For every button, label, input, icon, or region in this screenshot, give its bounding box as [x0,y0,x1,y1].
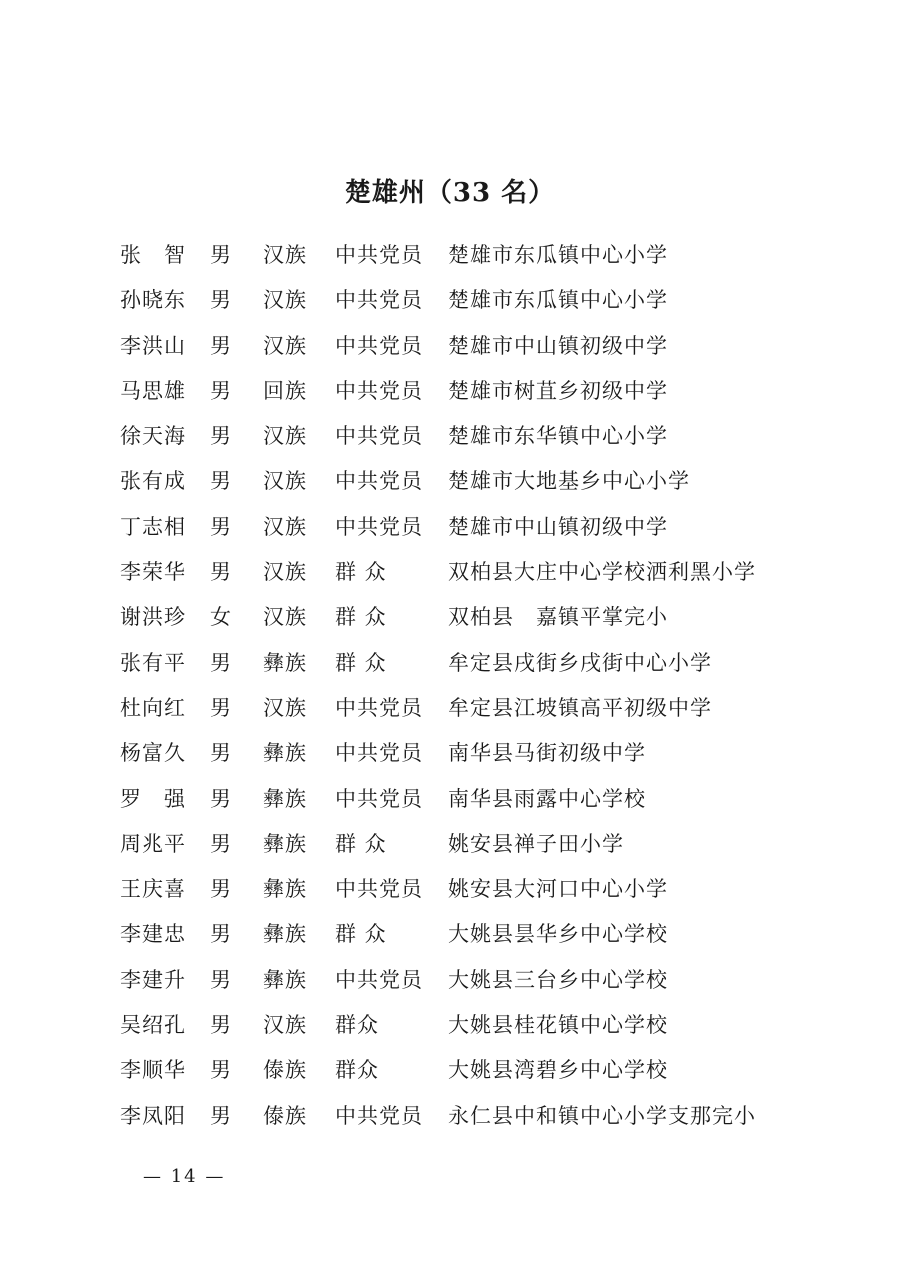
person-ethnicity: 傣族 [263,1103,307,1128]
person-gender: 女 [210,605,231,630]
person-political-status: 中共党员 [335,514,423,539]
person-school: 楚雄市东瓜镇中心小学 [448,288,668,313]
person-ethnicity: 彝族 [263,967,307,992]
roster-row [120,731,820,776]
person-political-status: 中共党员 [335,469,423,494]
person-gender: 男 [210,1103,231,1128]
person-political-status: 群众 [335,1058,379,1083]
person-gender: 男 [210,560,231,585]
person-political-status: 中共党员 [335,786,423,811]
person-school: 姚安县大河口中心小学 [448,877,668,902]
person-school: 南华县马街初级中学 [448,741,646,766]
person-gender: 男 [210,786,231,811]
person-gender: 男 [210,333,231,358]
person-political-status: 中共党员 [335,877,423,902]
roster-row [120,369,820,414]
roster-row [120,595,820,640]
person-name: 马思雄 [120,378,186,403]
person-political-status: 中共党员 [335,378,423,403]
person-name: 周兆平 [120,831,186,856]
roster-row [120,1003,820,1048]
person-ethnicity: 汉族 [263,333,307,358]
person-ethnicity: 汉族 [263,469,307,494]
person-gender: 男 [210,877,231,902]
person-school: 南华县雨露中心学校 [448,786,646,811]
roster-row [120,505,820,550]
person-gender: 男 [210,922,231,947]
person-ethnicity: 汉族 [263,514,307,539]
person-name: 王庆喜 [120,877,186,902]
person-political-status: 中共党员 [335,288,423,313]
person-name: 李荣华 [120,560,186,585]
page-title: 楚雄州（33 名） [344,178,556,208]
person-ethnicity: 彝族 [263,922,307,947]
roster-row [120,822,820,867]
person-school: 楚雄市东华镇中心小学 [448,424,668,449]
person-school: 楚雄市大地基乡中心小学 [448,469,690,494]
person-gender: 男 [210,243,231,267]
person-school: 牟定县戌街乡戌街中心小学 [448,650,712,675]
person-political-status: 群众 [335,1013,379,1038]
person-political-status: 群 众 [335,650,387,675]
person-ethnicity: 汉族 [263,1013,307,1038]
person-political-status: 群 众 [335,560,387,585]
roster-row [120,641,820,686]
person-school: 大姚县湾碧乡中心学校 [448,1058,668,1083]
person-gender: 男 [210,469,231,494]
person-political-status: 中共党员 [335,424,423,449]
person-gender: 男 [210,967,231,992]
person-political-status: 中共党员 [335,967,423,992]
person-school: 姚安县禅子田小学 [448,831,624,856]
person-ethnicity: 傣族 [263,1058,307,1083]
person-ethnicity: 汉族 [263,424,307,449]
roster-row [120,414,820,459]
person-gender: 男 [210,1013,231,1038]
person-name: 李洪山 [120,333,186,358]
person-school: 牟定县江坡镇高平初级中学 [448,695,712,720]
person-name: 罗 强 [120,786,186,811]
person-name: 李建忠 [120,922,186,947]
person-name: 张有平 [120,650,186,675]
person-ethnicity: 彝族 [263,786,307,811]
person-gender: 男 [210,650,231,675]
roster-row [120,459,820,504]
person-ethnicity: 彝族 [263,741,307,766]
person-school: 大姚县昙华乡中心学校 [448,922,668,947]
page-number: — 14 — [143,1166,226,1187]
person-gender: 男 [210,741,231,766]
roster-row [120,1094,820,1139]
person-school: 楚雄市中山镇初级中学 [448,514,668,539]
person-school: 双柏县大庄中心学校洒利黑小学 [448,560,756,585]
person-name: 丁志相 [120,514,186,539]
person-school: 大姚县三台乡中心学校 [448,967,668,992]
person-political-status: 群 众 [335,605,387,630]
person-ethnicity: 汉族 [263,605,307,630]
person-name: 李建升 [120,967,186,992]
person-name: 杨富久 [120,741,186,766]
person-ethnicity: 汉族 [263,243,307,267]
person-ethnicity: 汉族 [263,560,307,585]
person-political-status: 群 众 [335,831,387,856]
person-gender: 男 [210,288,231,313]
person-name: 徐天海 [120,424,186,449]
roster-row [120,867,820,912]
person-political-status: 群 众 [335,922,387,947]
person-gender: 男 [210,831,231,856]
person-gender: 男 [210,424,231,449]
person-ethnicity: 回族 [263,378,307,403]
person-gender: 男 [210,378,231,403]
person-name: 张有成 [120,469,186,494]
person-political-status: 中共党员 [335,1103,423,1128]
person-ethnicity: 彝族 [263,650,307,675]
person-political-status: 中共党员 [335,333,423,358]
person-name: 谢洪珍 [120,605,186,630]
person-ethnicity: 彝族 [263,877,307,902]
roster-list [120,233,820,1139]
person-name: 吴绍孔 [120,1013,186,1038]
person-gender: 男 [210,514,231,539]
roster-row [120,550,820,595]
person-ethnicity: 汉族 [263,695,307,720]
person-name: 李凤阳 [120,1103,186,1128]
person-school: 永仁县中和镇中心小学支那完小 [448,1103,756,1128]
person-school: 楚雄市中山镇初级中学 [448,333,668,358]
person-school: 双柏县 嘉镇平掌完小 [448,605,668,630]
person-school: 楚雄市东瓜镇中心小学 [448,243,668,267]
roster-row [120,777,820,822]
person-name: 李顺华 [120,1058,186,1083]
person-political-status: 中共党员 [335,741,423,766]
roster-row [120,912,820,957]
person-ethnicity: 彝族 [263,831,307,856]
person-name: 杜向红 [120,695,186,720]
person-school: 楚雄市树苴乡初级中学 [448,378,668,403]
roster-row [120,1048,820,1093]
person-name: 孙晓东 [120,288,186,313]
roster-row [120,278,820,323]
person-gender: 男 [210,695,231,720]
person-political-status: 中共党员 [335,695,423,720]
roster-row [120,958,820,1003]
person-name: 张 智 [120,243,186,267]
roster-row [120,686,820,731]
person-political-status: 中共党员 [335,243,423,267]
roster-row [120,233,820,278]
person-gender: 男 [210,1058,231,1083]
person-ethnicity: 汉族 [263,288,307,313]
roster-row [120,324,820,369]
person-school: 大姚县桂花镇中心学校 [448,1013,668,1038]
